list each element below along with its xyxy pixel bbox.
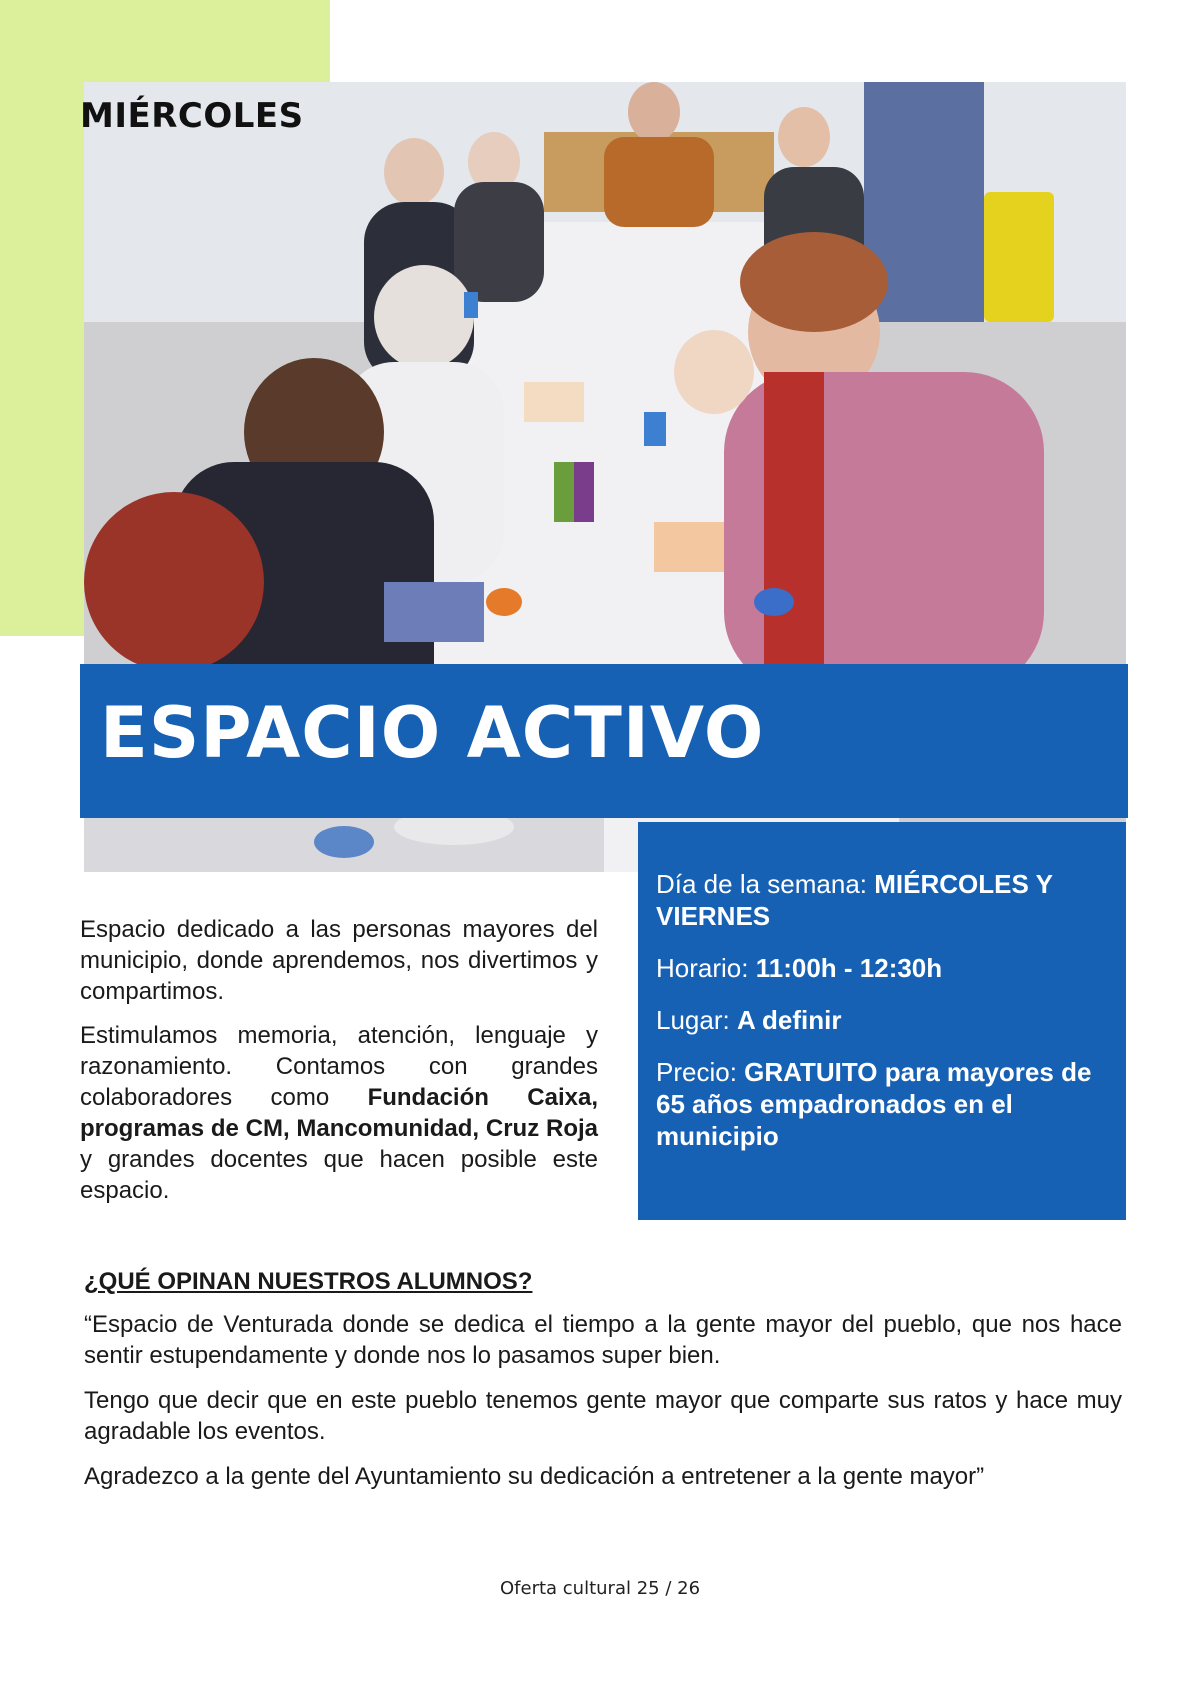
decorative-green-strip — [0, 200, 84, 636]
info-day-label: Día de la semana: — [656, 869, 868, 899]
info-price-label: Precio: — [656, 1057, 737, 1087]
description-paragraph-1: Espacio dedicado a las personas mayores del municipio, donde aprendemos, nos divertimos y compartimos. — [80, 916, 598, 1005]
info-place-label: Lugar: — [656, 1005, 730, 1035]
page-title: ESPACIO ACTIVO — [100, 692, 765, 774]
info-day-value: MIÉRCOLES Y VIERNES — [656, 869, 1053, 931]
opinions-section — [84, 1266, 1122, 1506]
opinion-paragraph: Tengo que decir que en este pueblo tenemos gente mayor que comparte sus ratos y hace muy agradable los eventos. — [84, 1387, 1122, 1445]
opinion-paragraph: Agradezco a la gente del Ayuntamiento su dedicación a entretener a la gente mayor” — [84, 1463, 985, 1490]
weekday-tag: MIÉRCOLES — [80, 96, 304, 136]
opinion-paragraph: “Espacio de Venturada donde se dedica el tiempo a la gente mayor del pueblo, que nos hace sentir estupendamente y donde nos lo pasamos super bien. — [84, 1311, 1122, 1369]
description-paragraph-2 — [80, 1020, 598, 1206]
info-place-value: A definir — [736, 1005, 842, 1035]
info-box — [638, 822, 1126, 1220]
info-schedule — [656, 952, 1108, 984]
info-price — [656, 1056, 1108, 1152]
info-day — [656, 868, 1108, 932]
description-p2-start: Estimulamos memoria, atención, lenguaje y razonamiento. Contamos con grandes colaboradores como — [80, 1022, 598, 1111]
info-price-value: GRATUITO para mayores de 65 años empadronados en el municipio — [656, 1057, 1092, 1151]
opinions-heading: ¿QUÉ OPINAN NUESTROS ALUMNOS? — [84, 1268, 533, 1295]
title-band — [80, 664, 1128, 818]
info-schedule-label: Horario: — [656, 953, 749, 983]
description-collaborators: Fundación Caixa, programas de CM, Mancomunidad, Cruz Roja — [80, 1084, 599, 1142]
page-footer: Oferta cultural 25 / 26 — [499, 1578, 701, 1599]
info-schedule-value: 11:00h - 12:30h — [755, 953, 943, 983]
info-place — [656, 1004, 1108, 1036]
description — [80, 914, 598, 1219]
description-p2-end: y grandes docentes que hacen posible este espacio. — [80, 1146, 598, 1204]
